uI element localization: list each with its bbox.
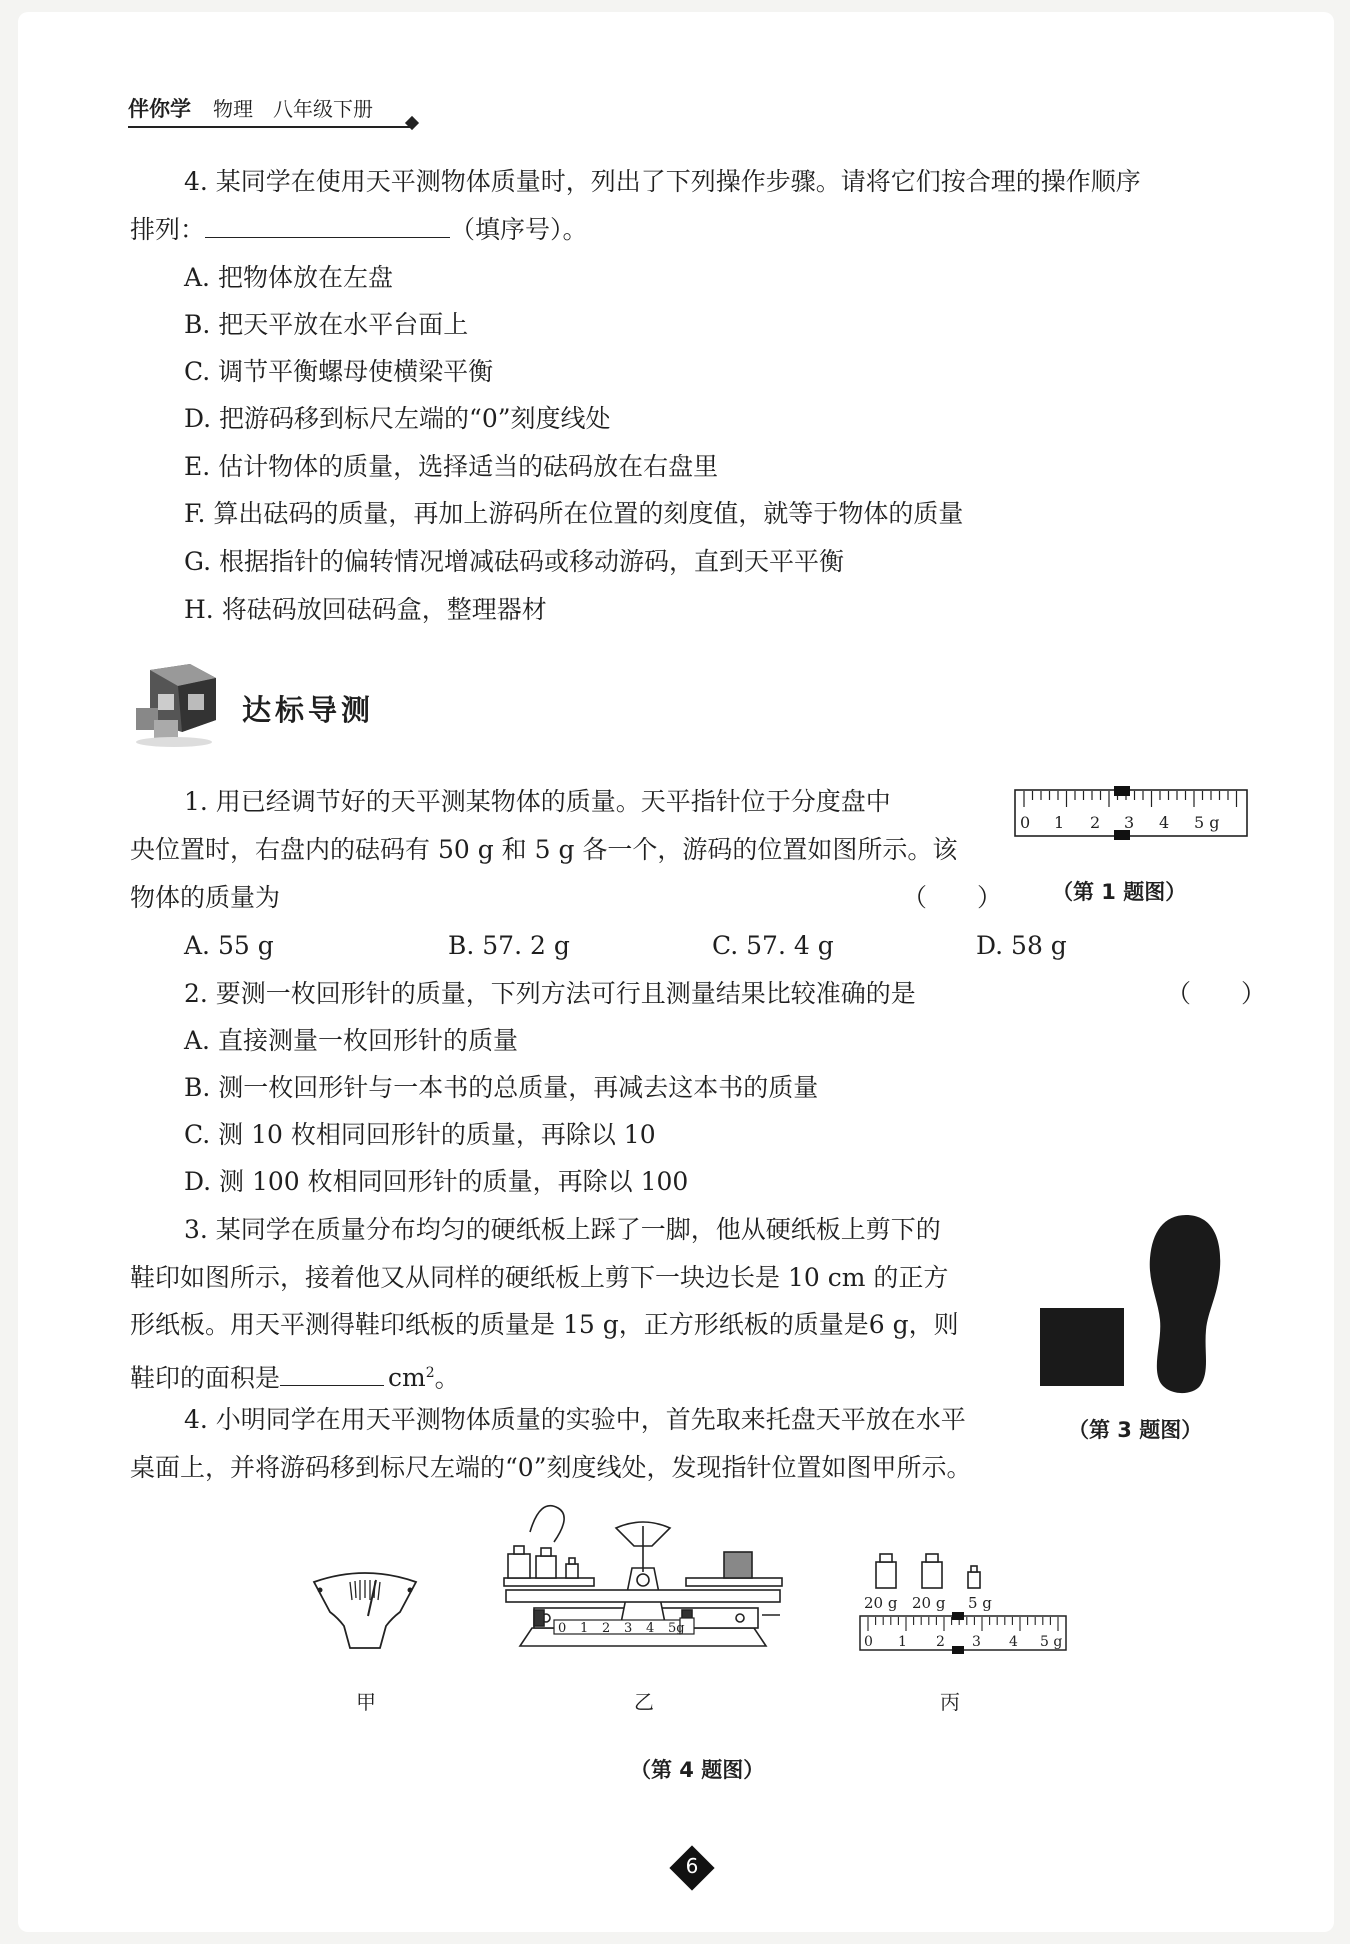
ruler-label: 3 [624, 1621, 633, 1636]
q4-top-line1: 4. 某同学在使用天平测物体质量时，列出了下列操作步骤。请将它们按合理的操作顺序 [184, 167, 1141, 196]
ruler-label: 0 [864, 1634, 873, 1650]
q4-top-step: C. 调节平衡螺母使横梁平衡 [184, 357, 494, 386]
q1-line1: 1. 用已经调节好的天平测某物体的质量。天平指针位于分度盘中 [184, 787, 891, 816]
q3-unit: cm [388, 1363, 426, 1393]
page-number-badge [670, 1846, 714, 1890]
q4-figure-label-bing: 丙 [940, 1690, 960, 1714]
ruler-label: 20 g [864, 1594, 898, 1612]
q1-option-b[interactable]: B. 57. 2 g [448, 931, 570, 960]
ruler-label: 1 [898, 1634, 907, 1650]
ruler-label: 3 [972, 1634, 981, 1650]
q1-ruler-figure [1014, 786, 1252, 842]
q4-figure-label-yi: 乙 [634, 1690, 654, 1714]
q2-option-b[interactable]: B. 测一枚回形针与一本书的总质量，再减去这本书的质量 [184, 1073, 819, 1102]
q3-line2: 鞋印如图所示，接着他又从同样的硬纸板上剪下一块边长是 10 cm 的正方 [130, 1263, 949, 1292]
q1-option-d[interactable]: D. 58 g [976, 931, 1067, 960]
q1-option-c[interactable]: C. 57. 4 g [712, 931, 834, 960]
header-brand: 伴你学 [128, 97, 191, 121]
q4-line2: 桌面上，并将游码移到标尺左端的“0”刻度线处，发现指针位置如图甲所示。 [130, 1453, 972, 1482]
q3-line4 [130, 1355, 460, 1396]
q3-answer-blank[interactable] [280, 1363, 384, 1386]
q4-top-step: H. 将砝码放回砝码盒，整理器材 [184, 595, 547, 624]
section-cube-icon [130, 660, 230, 750]
ruler-label: 5 g [1194, 813, 1220, 832]
ruler-label: 2 [936, 1634, 945, 1650]
ruler-label: 1 [1054, 813, 1065, 832]
ruler-label: 4 [1009, 1634, 1018, 1650]
q4-top-answer-blank[interactable] [205, 215, 450, 238]
q4-figure-label-jia: 甲 [356, 1690, 376, 1714]
ruler-label: 20 g [912, 1594, 946, 1612]
q4-dial-figure [310, 1568, 420, 1658]
q4-balance-figure [500, 1498, 786, 1666]
q1-figure-caption: （第 1 题图） [1052, 880, 1187, 904]
q1-line2: 央位置时，右盘内的砝码有 50 g 和 5 g 各一个，游码的位置如图所示。该 [130, 835, 958, 864]
q4-top-step: B. 把天平放在水平台面上 [184, 310, 469, 339]
q3-figure-caption: （第 3 题图） [1068, 1418, 1203, 1442]
ruler-label: 5 g [968, 1594, 992, 1612]
q2-option-a[interactable]: A. 直接测量一枚回形针的质量 [184, 1026, 518, 1055]
q4-top-step: D. 把游码移到标尺左端的“0”刻度线处 [184, 404, 611, 433]
ruler-label: 5g [668, 1621, 685, 1636]
q4-top-step: A. 把物体放在左盘 [184, 263, 393, 292]
q4-top-step: G. 根据指针的偏转情况增减砝码或移动游码，直到天平平衡 [184, 547, 844, 576]
q3-square-board [1040, 1308, 1124, 1386]
q4-figure-caption: （第 4 题图） [630, 1758, 765, 1782]
q3-line3: 形纸板。用天平测得鞋印纸板的质量是 15 g，正方形纸板的质量是6 g，则 [130, 1310, 959, 1339]
q4-top-line2-prefix: 排列： [130, 215, 206, 244]
ruler-label: 2 [1090, 813, 1101, 832]
header-grade: 八年级下册 [273, 97, 373, 121]
q3-line4-prefix: 鞋印的面积是 [130, 1363, 281, 1393]
section-title: 达标导测 [242, 693, 375, 727]
q2-stem: 2. 要测一枚回形针的质量，下列方法可行且测量结果比较准确的是 [184, 979, 916, 1008]
ruler-label: 2 [602, 1621, 611, 1636]
ruler-label: 3 [1124, 813, 1135, 832]
q2-answer-paren[interactable]: （ ） [1166, 979, 1267, 1008]
q4-top-line2 [130, 212, 588, 248]
q3-shoe-print-icon [1146, 1212, 1226, 1396]
q1-line3: 物体的质量为 [130, 883, 281, 912]
page-number: 6 [685, 1854, 699, 1878]
page-header [128, 96, 412, 128]
q4-top-step: F. 算出砝码的质量，再加上游码所在位置的刻度值，就等于物体的质量 [184, 499, 964, 528]
q4-line1: 4. 小明同学在用天平测物体质量的实验中，首先取来托盘天平放在水平 [184, 1405, 966, 1434]
q3-line1: 3. 某同学在质量分布均匀的硬纸板上踩了一脚，他从硬纸板上剪下的 [184, 1215, 941, 1244]
q1-answer-paren[interactable]: （ ） [902, 883, 1003, 912]
q3-line4-end: 。 [434, 1363, 460, 1393]
q2-option-c[interactable]: C. 测 10 枚相同回形针的质量，再除以 10 [184, 1120, 656, 1149]
q2-option-d[interactable]: D. 测 100 枚相同回形针的质量，再除以 100 [184, 1167, 689, 1196]
q1-option-a[interactable]: A. 55 g [184, 931, 274, 960]
q4-top-step: E. 估计物体的质量，选择适当的砝码放在右盘里 [184, 452, 719, 481]
header-subject: 物理 [213, 97, 253, 121]
q4-weights-ruler-figure [858, 1548, 1070, 1658]
q4-top-line2-suffix: （填序号）。 [450, 215, 588, 244]
ruler-label: 0 [1020, 813, 1031, 832]
ruler-label: 4 [1159, 813, 1170, 832]
q3-unit-sup: 2 [425, 1365, 435, 1381]
ruler-label: 0 [558, 1621, 567, 1636]
ruler-label: 4 [646, 1621, 655, 1636]
ruler-label: 5 g [1040, 1634, 1063, 1650]
ruler-label: 1 [580, 1621, 589, 1636]
